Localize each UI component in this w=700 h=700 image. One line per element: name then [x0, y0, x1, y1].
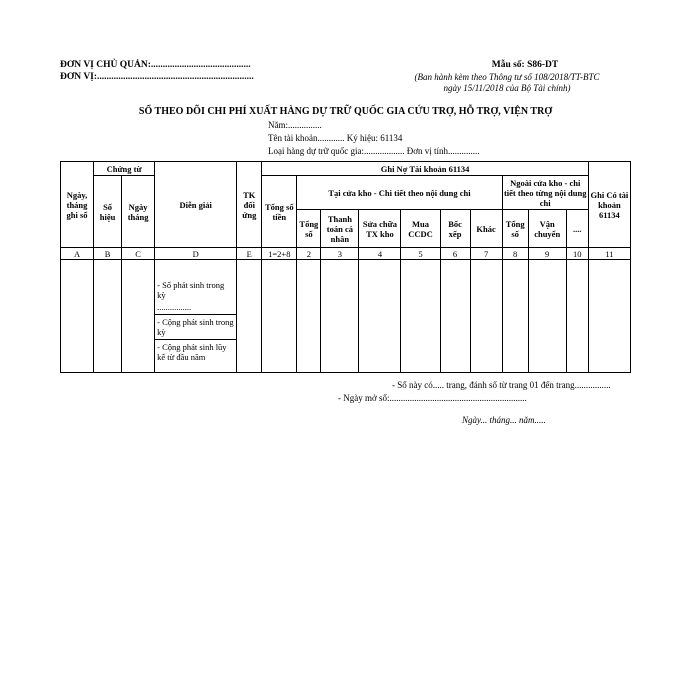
body-cell — [321, 260, 359, 373]
body-cell — [470, 260, 502, 373]
header-outside-store: Ngoài cửa kho - chi tiết theo từng nội dung chi — [503, 177, 587, 208]
table-body-row — [61, 260, 631, 373]
index-cell: E — [237, 248, 262, 260]
org-unit-label: ĐƠN VỊ:.................................................................. — [60, 72, 254, 82]
index-cell: 7 — [470, 248, 502, 260]
body-cell — [401, 260, 440, 373]
document-title: SỔ THEO DÕI CHI PHÍ XUẤT HÀNG DỰ TRỮ QUỐC GIA CỨU TRỢ, HỖ TRỢ, VIỆN TRỢ — [138, 106, 553, 117]
header-loading: Bốc xếp — [440, 210, 470, 248]
header-outside-total: Tổng số — [502, 210, 528, 248]
body-cell — [61, 260, 94, 373]
header-total-amount: Tổng số tiền — [262, 176, 297, 248]
header-voucher: Chứng từ — [94, 162, 155, 176]
header-at-store: Tại cửa kho - Chi tiết theo nội dung chi — [297, 176, 502, 210]
header-etc: .... — [566, 210, 588, 248]
index-cell: D — [155, 248, 237, 260]
body-cell — [94, 260, 122, 373]
header-date: Ngày, tháng ghi sổ — [61, 162, 94, 248]
form-note-line2: ngày 15/11/2018 của Bộ Tài chính) — [443, 83, 571, 93]
arising-line: - Số phát sinh trong kỳ — [157, 280, 225, 300]
form-note-line1: (Ban hành kèm theo Thông tư số 108/2018/TT-BTC — [414, 72, 600, 82]
header-debit-group: Ghi Nợ Tài khoản 61134 — [262, 162, 589, 176]
page-count-note: - Sổ này có..... trang, đánh số từ trang 01 đến trang................ — [392, 380, 611, 390]
header-credit: Ghi Có tài khoản 61134 — [588, 162, 630, 248]
description-body-cell — [155, 260, 237, 373]
index-cell: 10 — [566, 248, 588, 260]
header-voucher-number: Số hiệu — [94, 176, 122, 248]
open-date-note: - Ngày mở sổ:............................................................. — [338, 393, 527, 403]
index-cell: 1=2+8 — [262, 248, 297, 260]
body-cell — [297, 260, 321, 373]
index-cell: B — [94, 248, 122, 260]
body-cell — [359, 260, 401, 373]
header-repair: Sửa chữa TX kho — [359, 210, 401, 248]
cumulative-line: - Cộng phát sinh lũy kế từ đầu năm — [157, 342, 227, 362]
ledger-table — [60, 161, 631, 373]
body-cell — [588, 260, 630, 373]
index-cell: 2 — [297, 248, 321, 260]
index-cell: 9 — [528, 248, 566, 260]
goods-field: Loại hàng dự trữ quốc gia:.................. Đơn vị tính.............. — [268, 146, 480, 156]
signature-date: Ngày... tháng... năm..... — [462, 415, 546, 425]
year-field: Năm:............... — [268, 120, 322, 130]
org-parent-label: ĐƠN VỊ CHỦ QUẢN:.......................................... — [60, 60, 251, 70]
header-other: Khác — [470, 210, 502, 248]
form-code: Mẫu số: S86-DT — [491, 60, 559, 70]
total-arising-line: - Cộng phát sinh trong kỳ — [157, 317, 234, 337]
header-contra-account: TK đối ứng — [237, 162, 262, 248]
index-cell: C — [122, 248, 155, 260]
header-at-store-total: Tổng số — [297, 210, 321, 248]
body-cell — [440, 260, 470, 373]
dots-line: ................ — [157, 302, 192, 312]
index-cell: 11 — [588, 248, 630, 260]
body-cell — [262, 260, 297, 373]
index-cell: A — [61, 248, 94, 260]
header-description: Diễn giải — [155, 162, 237, 248]
account-field: Tên tài khoản............ Ký hiệu: 61134 — [268, 133, 403, 143]
header-tools: Mua CCDC — [401, 210, 440, 248]
header-personal-payment: Thanh toán cá nhân — [321, 210, 359, 248]
body-cell — [237, 260, 262, 373]
index-cell: 8 — [502, 248, 528, 260]
body-cell — [122, 260, 155, 373]
index-cell: 4 — [359, 248, 401, 260]
description-divider — [155, 314, 236, 315]
index-cell: 6 — [440, 248, 470, 260]
body-cell — [528, 260, 566, 373]
body-cell — [502, 260, 528, 373]
header-voucher-date: Ngày tháng — [122, 176, 155, 248]
index-cell: 3 — [321, 248, 359, 260]
header-transport: Vận chuyển — [528, 210, 566, 248]
index-row — [61, 248, 631, 260]
description-divider — [155, 339, 236, 340]
body-cell — [566, 260, 588, 373]
index-cell: 5 — [401, 248, 440, 260]
